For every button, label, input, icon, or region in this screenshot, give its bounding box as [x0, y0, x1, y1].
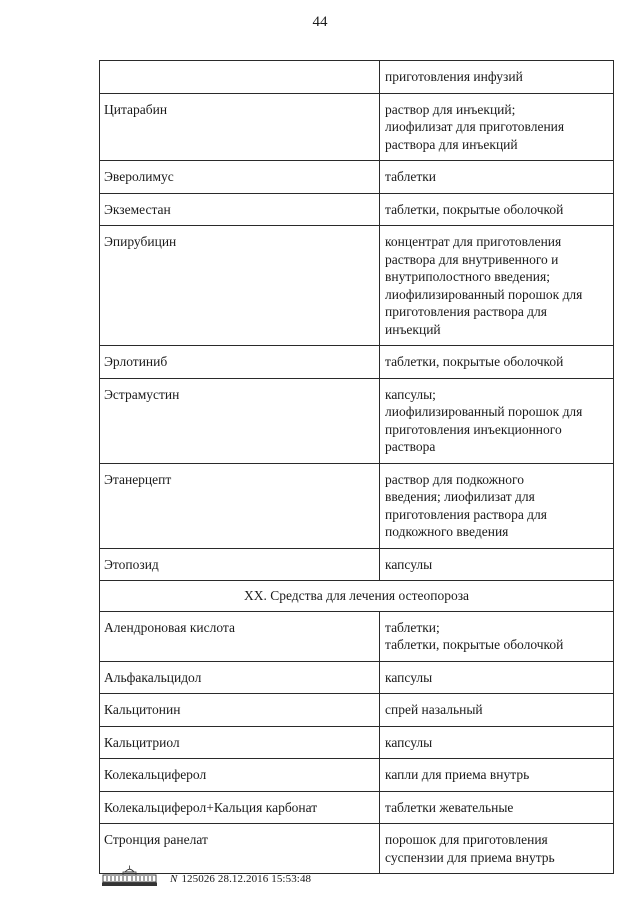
- dosage-form-cell: капсулы; лиофилизированный порошок для приготовления инъекционного раствора: [380, 378, 614, 463]
- dosage-form-cell: раствор для подкожного введения; лиофилизат для приготовления раствора для подкожного введения: [380, 463, 614, 548]
- drug-name-cell: Этанерцепт: [100, 463, 380, 548]
- document-footer: [101, 861, 311, 887]
- dosage-form-cell: капсулы: [380, 548, 614, 581]
- table-row: [100, 548, 614, 581]
- table-row: [100, 378, 614, 463]
- page-number: 44: [312, 14, 328, 30]
- drug-name-cell: Эверолимус: [100, 161, 380, 194]
- drug-name-cell: Алендроновая кислота: [100, 611, 380, 661]
- dosage-form-cell: капсулы: [380, 726, 614, 759]
- dosage-form-cell: спрей назальный: [380, 694, 614, 727]
- drug-name-cell: Эрлотиниб: [100, 346, 380, 379]
- table-row: [100, 661, 614, 694]
- dosage-form-cell: таблетки: [380, 161, 614, 194]
- dosage-form-cell: приготовления инфузий: [380, 61, 614, 94]
- dosage-form-cell: таблетки; таблетки, покрытые оболочкой: [380, 611, 614, 661]
- dosage-form-cell: таблетки, покрытые оболочкой: [380, 346, 614, 379]
- stamp-text: 125026 28.12.2016 15:53:48: [181, 873, 312, 885]
- table-row: [100, 161, 614, 194]
- drug-name-cell: Альфакальцидол: [100, 661, 380, 694]
- drug-name-cell: Экземестан: [100, 193, 380, 226]
- drug-name-cell: Эпирубицин: [100, 226, 380, 346]
- table-row: [100, 193, 614, 226]
- section-header-row: [100, 581, 614, 612]
- building-icon: [101, 865, 158, 887]
- registration-stamp: [170, 873, 311, 885]
- drug-name-cell: Колекальциферол+Кальция карбонат: [100, 791, 380, 824]
- table-row: [100, 759, 614, 792]
- section-title: XX. Средства для лечения остеопороза: [100, 581, 614, 612]
- drug-name-cell: Эстрамустин: [100, 378, 380, 463]
- drug-name-cell: Этопозид: [100, 548, 380, 581]
- table-row: [100, 726, 614, 759]
- dosage-form-cell: капли для приема внутрь: [380, 759, 614, 792]
- dosage-form-cell: порошок для приготовления суспензии для приема внутрь: [380, 824, 614, 874]
- table-row: [100, 93, 614, 161]
- drug-name-cell: Колекальциферол: [100, 759, 380, 792]
- table-row: [100, 61, 614, 94]
- table-row: [100, 463, 614, 548]
- drug-name-cell: Цитарабин: [100, 93, 380, 161]
- drug-name-cell: Кальцитонин: [100, 694, 380, 727]
- drug-name-cell: Кальцитриол: [100, 726, 380, 759]
- dosage-form-cell: капсулы: [380, 661, 614, 694]
- table-row: [100, 226, 614, 346]
- dosage-form-cell: таблетки, покрытые оболочкой: [380, 193, 614, 226]
- drug-name-cell: Стронция ранелат: [100, 824, 380, 874]
- table-row: [100, 346, 614, 379]
- table-row: [100, 694, 614, 727]
- drug-table: [99, 60, 614, 874]
- dosage-form-cell: концентрат для приготовления раствора для внутривенного и внутриполостного введения; лиофилизированный порошок для приготовления раствора для инъекций: [380, 226, 614, 346]
- dosage-form-cell: раствор для инъекций; лиофилизат для приготовления раствора для инъекций: [380, 93, 614, 161]
- dosage-form-cell: таблетки жевательные: [380, 791, 614, 824]
- stamp-mark: N: [170, 873, 178, 885]
- drug-name-cell: [100, 61, 380, 94]
- table-row: [100, 611, 614, 661]
- table-row: [100, 791, 614, 824]
